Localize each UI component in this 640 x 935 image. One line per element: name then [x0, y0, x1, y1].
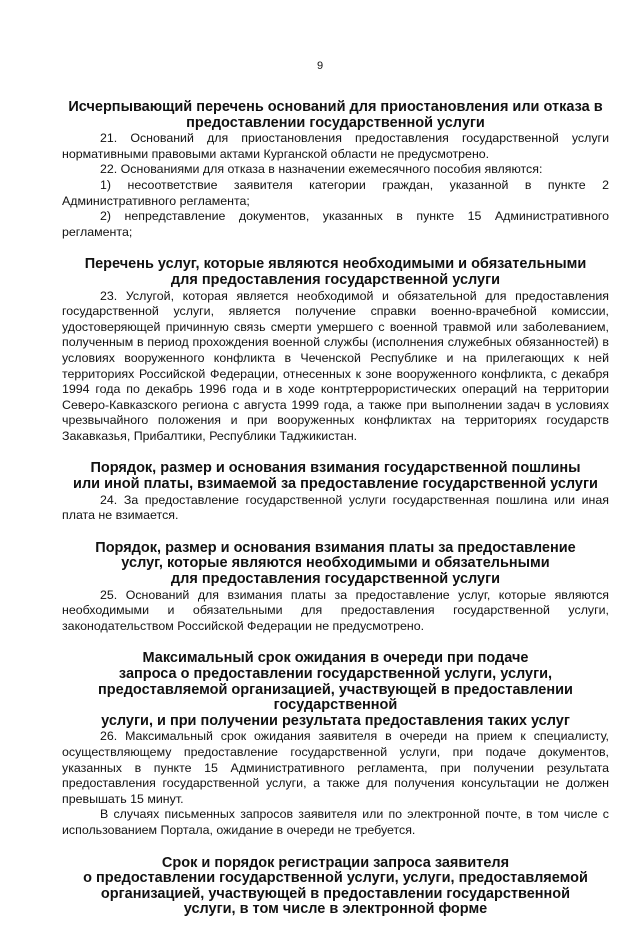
paragraph: 22. Основаниями для отказа в назначении ежемесячного пособия являются: [100, 162, 543, 177]
section-heading-line: Срок и порядок регистрации запроса заявителя [161, 854, 510, 871]
section [62, 257, 609, 444]
section-heading [62, 461, 609, 492]
section-heading-line: для предоставления государственной услуги [170, 571, 501, 588]
section-heading-line: организацией, участвующей в предоставлении государственной [100, 885, 571, 902]
section-heading-line: услуги, в том числе в электронной форме [183, 901, 488, 918]
paragraph: 25. Оснований для взимания платы за предоставление услуг, которые являются необходимыми и обязательными для предоставления государственной услуги, законодательством Российской Федерации не предусмотрено. [62, 587, 609, 633]
section-heading [62, 100, 609, 131]
section [62, 651, 609, 838]
section [62, 100, 609, 240]
section-heading-line: Исчерпывающий перечень оснований для приостановления или отказа в [68, 99, 603, 115]
section-heading-line: Перечень услуг, которые являются необходимыми и обязательными [84, 256, 587, 273]
section-heading-line: о предоставлении государственной услуги, услуги, предоставляемой [83, 870, 588, 887]
section-heading-line: Порядок, размер и основания взимания государственной пошлины [90, 460, 581, 477]
section [62, 541, 609, 635]
section-heading [62, 541, 609, 588]
section [62, 856, 609, 918]
section-heading [62, 856, 609, 918]
section-heading-line: предоставляемой организацией, участвующей в предоставлении государственной [98, 681, 573, 714]
section-heading-line: Порядок, размер и основания взимания платы за предоставление [95, 539, 576, 556]
section-heading [62, 651, 609, 729]
section-heading-line: услуг, которые являются необходимыми и обязательными [121, 555, 550, 572]
section-heading-line: запроса о предоставлении государственной услуги, услуги, [118, 666, 553, 682]
paragraph: 2) непредставление документов, указанных в пункте 15 Административного регламента; [62, 209, 609, 239]
section-heading-line: Максимальный срок ожидания в очереди при подаче [142, 650, 529, 667]
section-heading [62, 257, 609, 288]
section-heading-line: или иной платы, взимаемой за предоставление государственной услуги [73, 476, 598, 493]
paragraph: 24. За предоставление государственной услуги государственная пошлина или иная плата не взимается. [62, 492, 609, 523]
section [62, 461, 609, 523]
paragraph: В случаях письменных запросов заявителя или по электронной почте, в том числе с использованием Портала, ожидание в очереди не требуется. [62, 807, 609, 837]
document-body [62, 100, 609, 935]
section-heading-line: предоставлении государственной услуги [186, 114, 485, 131]
paragraph: 21. Оснований для приостановления предоставления государственной услуги нормативными правовыми актами Курганской области не предусмотрено. [62, 131, 609, 161]
section-heading-line: услуги, и при получении результата предоставления таких услуг [101, 712, 570, 729]
paragraph: 26. Максимальный срок ожидания заявителя в очереди на прием к специалисту, осуществляющему предоставление государственной услуги, при подаче документов, указанных в пункте 15 Административного регламента, при получении результата предоставления государственной услуги, а также для получения консультации не должен превышать 15 минут. [62, 729, 609, 806]
paragraph: 1) несоответствие заявителя категории граждан, указанной в пункте 2 Административного регламента; [62, 177, 609, 208]
paragraph: 23. Услугой, которая является необходимой и обязательной для предоставления государственной услуги, является получение справки военно-врачебной комиссии, удостоверяющей причинную связь смерти умершего с военной травмой или заболеванием, полученным в период прохождения военной службы (исполнения служебных обязанностей) в условиях вооруженного конфликта в Чеченской Республике и на прилегающих к ней территориях Российской Федерации, отнесенных к зоне вооруженного конфликта, с декабря 1994 года по декабрь 1996 года и в ходе контртеррористических операций на территории Северо-Кавказского региона с августа 1999 года, а также при выполнении задач в условиях чрезвычайного положения и при вооруженных конфликтах на территориях государств Закавказья, Прибалтики, Республики Таджикистан. [62, 288, 609, 443]
page-number: 9 [316, 60, 324, 72]
section-heading-line: для предоставления государственной услуги [170, 271, 501, 288]
